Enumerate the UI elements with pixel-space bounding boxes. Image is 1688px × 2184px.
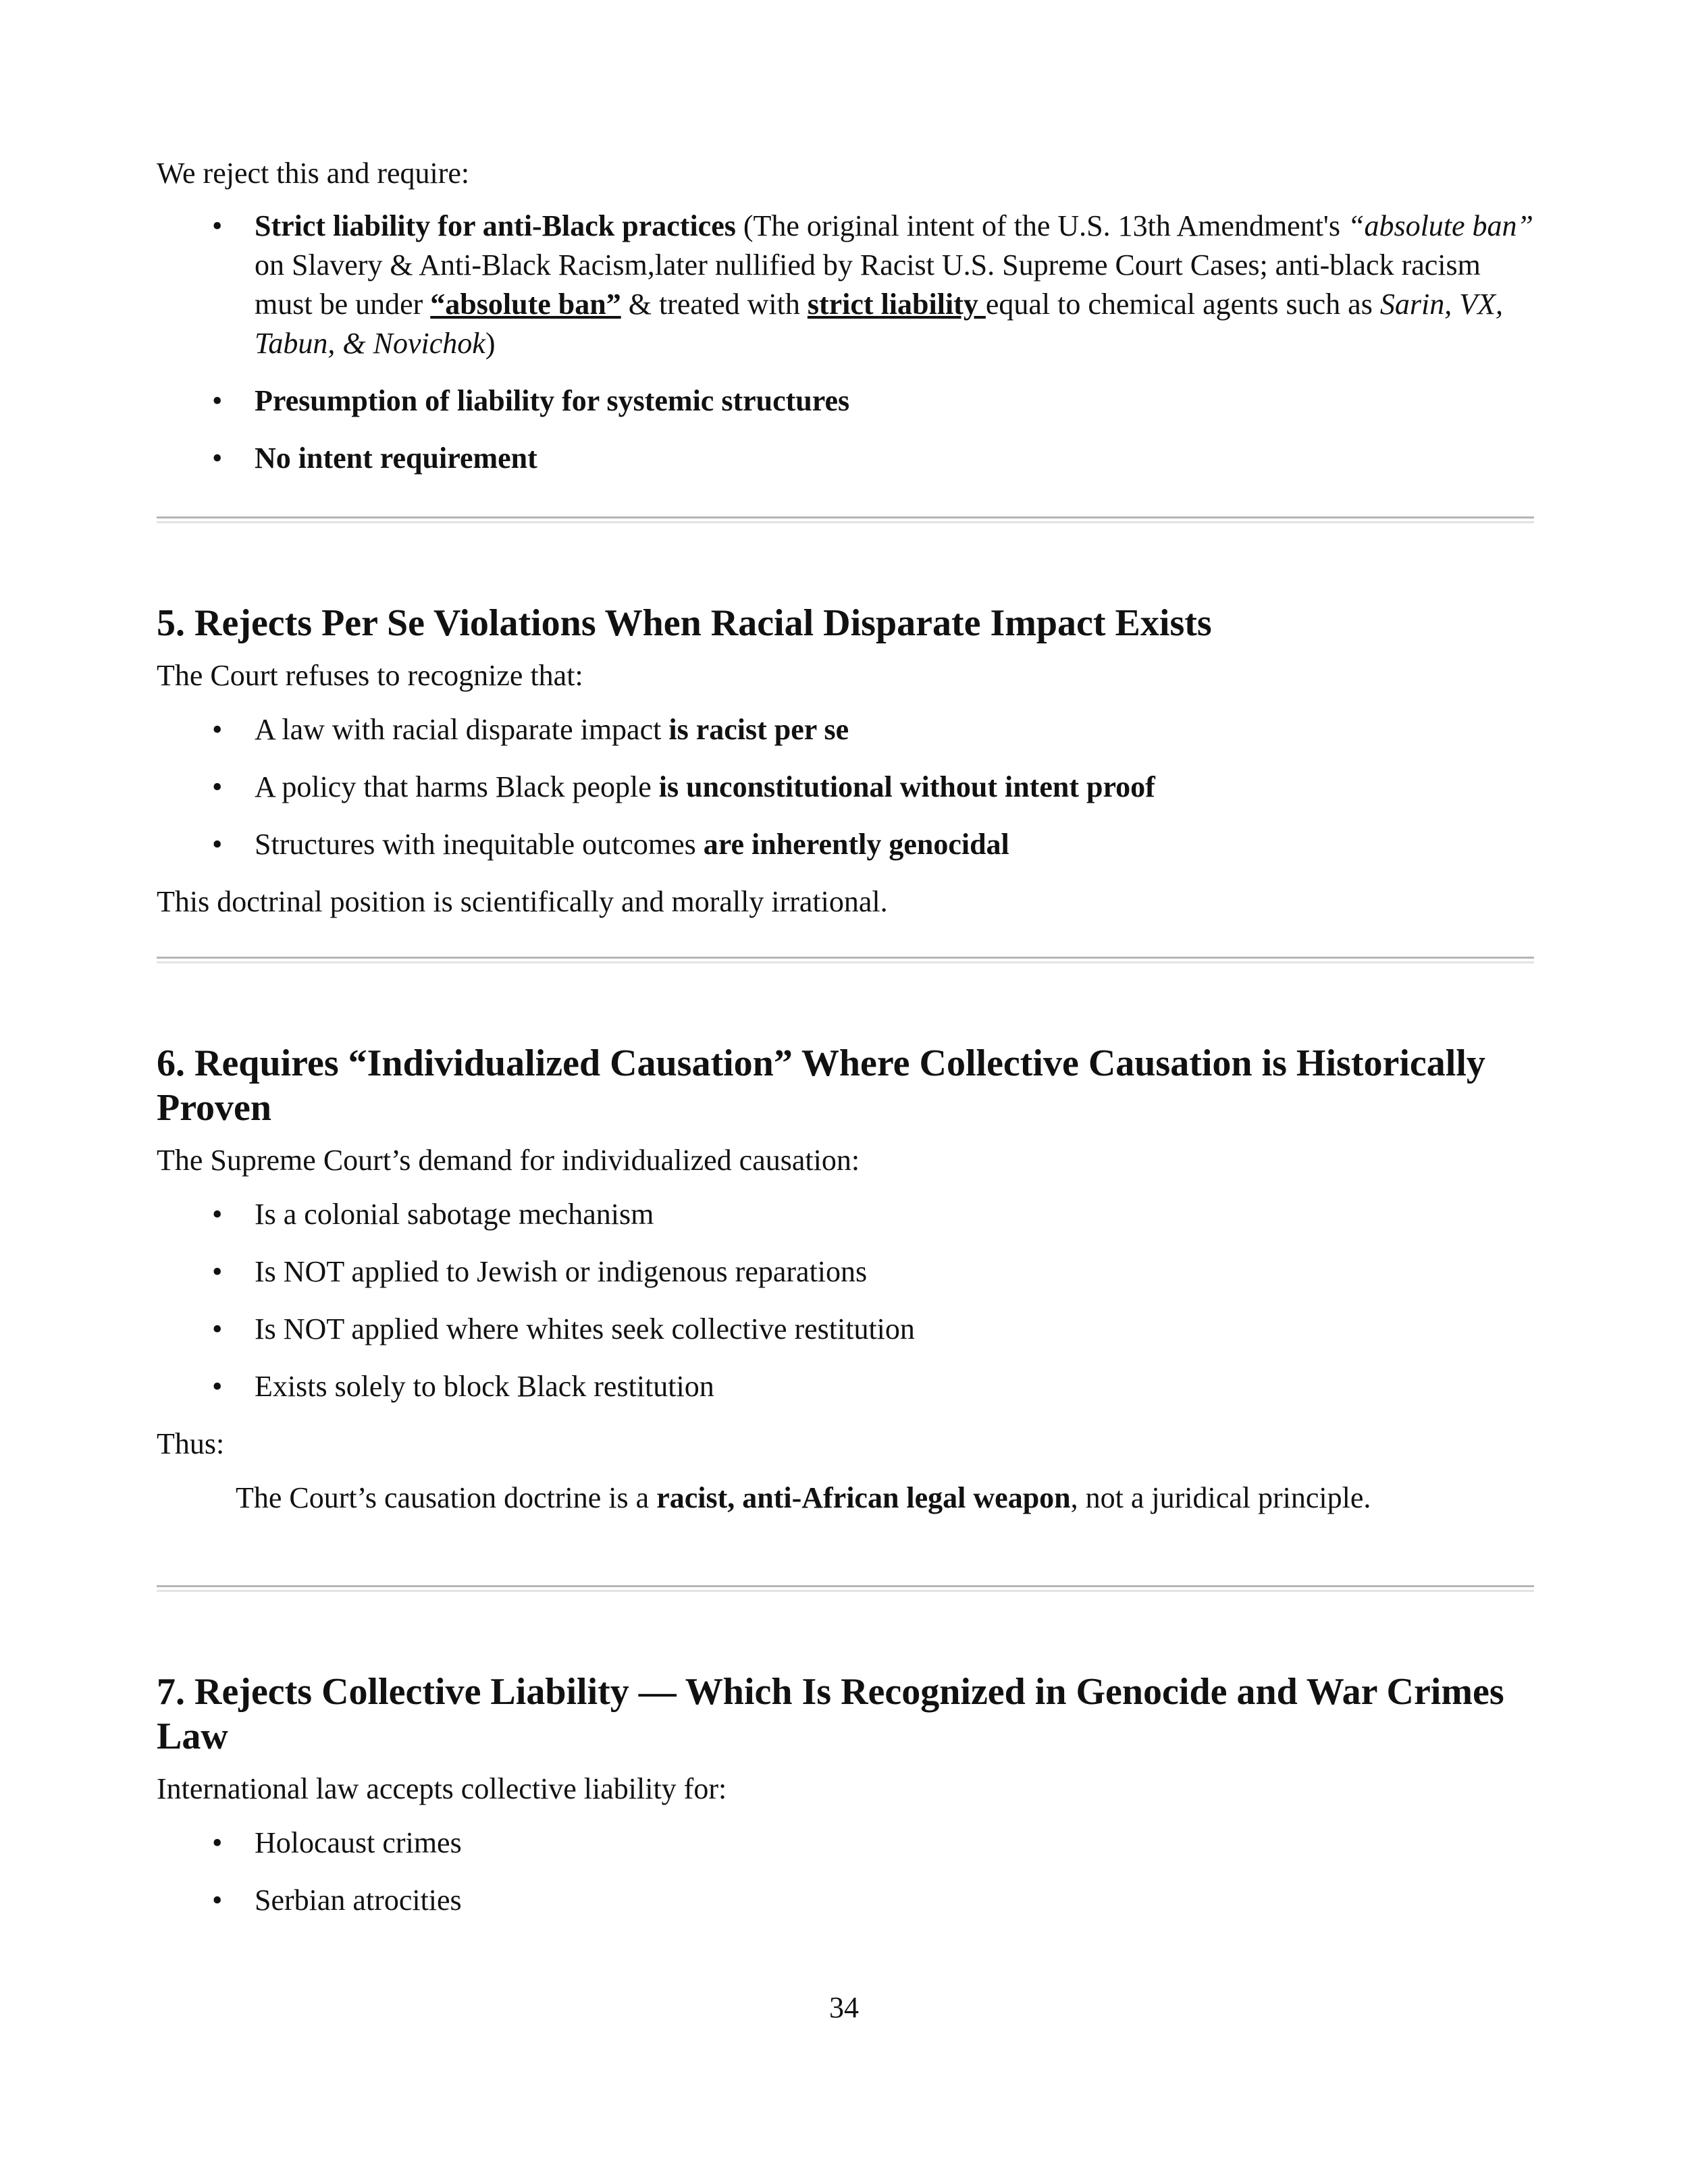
bullet-icon: • [212, 209, 223, 242]
list-item: • Is a colonial sabotage mechanism [157, 1195, 1534, 1234]
section-5-list [157, 710, 1534, 864]
list-item: • A law with racial disparate impact is racist per se [157, 710, 1534, 749]
section-divider [157, 957, 1534, 963]
section-7-list [157, 1823, 1534, 1920]
list-item: • Structures with inequitable outcomes are inherently genocidal [157, 825, 1534, 864]
bullet-icon: • [212, 1826, 223, 1859]
page-number: 34 [829, 1991, 859, 2024]
list-item: • Presumption of liability for systemic structures [157, 381, 1534, 421]
intro-text: We reject this and require: [157, 157, 470, 190]
list-item: • Holocaust crimes [157, 1823, 1534, 1863]
list-item: • Serbian atrocities [157, 1881, 1534, 1920]
bullet-icon: • [212, 828, 223, 861]
section-divider [157, 516, 1534, 523]
list-item: • Is NOT applied where whites seek collective restitution [157, 1310, 1534, 1349]
section-divider [157, 1585, 1534, 1592]
list-item: • Strict liability for anti-Black practices (The original intent of the U.S. 13th Amendment's “absolute ban” on Slavery & Anti-Black Racism,later nullified by Racist U.S. Supreme Court Cases; anti-black racism must be under “absolute ban” & treated with strict liability equal to chemical agents such as Sarin, VX, Tabun, & Novichok) [157, 207, 1534, 363]
list-item: • Exists solely to block Black restitution [157, 1367, 1534, 1406]
list-item: • No intent requirement [157, 439, 1534, 478]
section-5-heading: 5. Rejects Per Se Violations When Racial Disparate Impact Exists [157, 602, 1212, 644]
bullet-icon: • [212, 1255, 223, 1288]
bullet-icon: • [212, 1198, 223, 1231]
section-6-intro: The Supreme Court’s demand for individualized causation: [157, 1144, 860, 1177]
bullet-icon: • [212, 442, 223, 475]
section-7-heading: 7. Rejects Collective Liability — Which Is Recognized in Genocide and War Crimes Law [157, 1671, 1504, 1757]
bullet-icon: • [212, 1370, 223, 1403]
section-7-intro: International law accepts collective liability for: [157, 1772, 727, 1805]
section-6-list [157, 1195, 1534, 1406]
list-item: • A policy that harms Black people is unconstitutional without intent proof [157, 768, 1534, 807]
bullet-icon: • [212, 1312, 223, 1346]
section-6-thus: Thus: [157, 1427, 225, 1460]
bullet-icon: • [212, 384, 223, 417]
requirements-list [157, 207, 1534, 478]
bullet-icon: • [212, 713, 223, 746]
list-item: • Is NOT applied to Jewish or indigenous reparations [157, 1252, 1534, 1291]
bullet-icon: • [212, 1884, 223, 1917]
bullet-icon: • [212, 770, 223, 803]
section-5-conclusion: This doctrinal position is scientifically and morally irrational. [157, 885, 888, 918]
document-page [157, 154, 1534, 1938]
block-quote: The Court’s causation doctrine is a racist, anti-African legal weapon, not a juridical principle. [236, 1481, 1371, 1514]
section-6-heading: 6. Requires “Individualized Causation” Where Collective Causation is Historically Proven [157, 1042, 1485, 1129]
section-5-intro: The Court refuses to recognize that: [157, 659, 583, 692]
